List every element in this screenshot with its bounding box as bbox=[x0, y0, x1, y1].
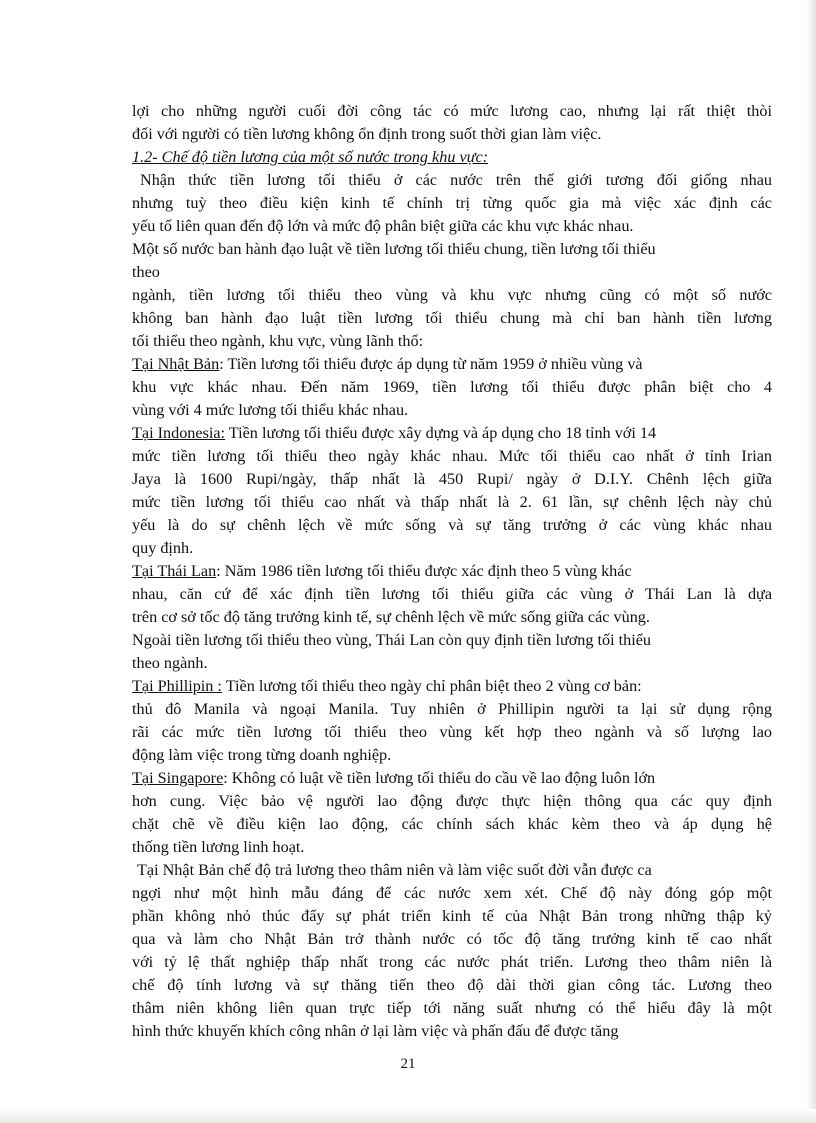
text-line: quy định. bbox=[132, 539, 194, 557]
text-line: thủ đô Manila và ngoại Manila. Tuy nhiên ở Phillipin người ta lại sử dụng rộng bbox=[132, 700, 772, 718]
text-line: Tại Nhật Bản chế độ trả lương theo thâm niên và làm việc suốt đời vẫn được ca bbox=[137, 861, 652, 879]
country-philippines-line bbox=[132, 675, 772, 698]
text-line: vùng với 4 mức lương tối thiểu khác nhau. bbox=[132, 401, 409, 419]
country-thailand-line bbox=[132, 560, 772, 583]
text-line: mức tiền lương tối thiểu cao nhất và thấp nhất là 2. 61 lần, sự chênh lệch này chủ bbox=[132, 493, 772, 511]
country-singapore-line bbox=[132, 767, 772, 790]
text-line: Nhận thức tiền lương tối thiểu ở các nước trên thế giới tương đối giống nhau bbox=[140, 171, 772, 189]
country-label: Tại Indonesia: bbox=[132, 424, 226, 442]
text-line: qua và làm cho Nhật Bản trở thành nước có tốc độ tăng trưởng kinh tế cao nhất bbox=[132, 930, 772, 948]
text-line: thâm niên không liên quan trực tiếp tới năng suất nhưng có thể hiểu đây là một bbox=[132, 999, 772, 1017]
text-line: lợi cho những người cuối đời công tác có mức lương cao, nhưng lại rất thiệt thòi bbox=[132, 102, 772, 120]
page-body bbox=[132, 100, 772, 1043]
text-line: nhau, căn cứ để xác định tiền lương tối thiểu giữa các vùng ở Thái Lan là dựa bbox=[132, 585, 772, 603]
text-line: trên cơ sở tốc độ tăng trưởng kinh tế, sự chênh lệch về mức sống giữa các vùng. bbox=[132, 608, 650, 626]
country-indonesia-line bbox=[132, 422, 772, 445]
text-line: thống tiền lương linh hoạt. bbox=[132, 838, 305, 856]
text-line: theo ngành. bbox=[132, 654, 208, 672]
page-edge-shadow bbox=[806, 0, 816, 1123]
text-line: Jaya là 1600 Rupi/ngày, thấp nhất là 450 Rupi/ ngày ở D.I.Y. Chênh lệch giữa bbox=[132, 470, 772, 488]
text-line: yếu tố liên quan đến độ lớn và mức độ phân biệt giữa các khu vực khác nhau. bbox=[132, 217, 634, 235]
text-run: : Tiền lương tối thiểu được áp dụng từ năm 1959 ở nhiều vùng và bbox=[219, 355, 643, 373]
text-line: phần không nhỏ thúc đẩy sự phát triển kinh tế của Nhật Bản trong những thập kỷ bbox=[132, 907, 772, 925]
country-label: Tại Nhật Bản bbox=[132, 355, 220, 373]
page-number: 21 bbox=[400, 1056, 416, 1072]
section-heading: 1.2- Chế độ tiền lương của một số nước trong khu vực: bbox=[132, 148, 489, 166]
text-line: yếu là do sự chênh lệch về mức sống và sự tăng trưởng ở các vùng khác nhau bbox=[132, 516, 772, 534]
text-line: không ban hành đạo luật tiền lương tối thiểu chung mà chỉ ban hành tiền lương bbox=[132, 309, 772, 327]
text-line: khu vực khác nhau. Đến năm 1969, tiền lương tối thiểu được phân biệt cho 4 bbox=[132, 378, 772, 396]
country-label: Tại Singapore bbox=[132, 769, 224, 787]
text-line: Ngoài tiền lương tối thiểu theo vùng, Thái Lan còn quy định tiền lương tối thiểu bbox=[132, 631, 652, 649]
page-bottom-shadow bbox=[0, 1109, 816, 1123]
text-line: mức tiền lương tối thiểu theo ngày khác nhau. Mức tối thiểu cao nhất ở tỉnh Irian bbox=[132, 447, 772, 465]
text-line: với tỷ lệ thất nghiệp thấp nhất trong các nước phát triển. Lương theo thâm niên là bbox=[132, 953, 772, 971]
text-line: ngợi như một hình mẫu đáng để các nước xem xét. Chế độ này đóng góp một bbox=[132, 884, 772, 902]
text-line: nhưng tuỳ theo điều kiện kinh tế chính trị từng quốc gia mà việc xác định các bbox=[132, 194, 772, 212]
text-line: đối với người có tiền lương không ổn định trong suốt thời gian làm việc. bbox=[132, 125, 602, 143]
text-line: Một số nước ban hành đạo luật về tiền lương tối thiểu chung, tiền lương tối thiểu bbox=[132, 240, 656, 258]
country-japan-line bbox=[132, 353, 772, 376]
text-run: Tiền lương tối thiểu theo ngày chỉ phân biệt theo 2 vùng cơ bản: bbox=[221, 677, 642, 695]
country-label: Tại Phillipin : bbox=[132, 677, 222, 695]
text-line: chế độ tính lương và sự thăng tiến theo độ dài thời gian công tác. Lương theo bbox=[132, 976, 772, 994]
text-run: : Không có luật về tiền lương tối thiểu do cầu về lao động luôn lớn bbox=[223, 769, 656, 787]
text-run: : Năm 1986 tiền lương tối thiểu được xác định theo 5 vùng khác bbox=[216, 562, 632, 580]
text-line: ngành, tiền lương tối thiểu theo vùng và khu vực nhưng cũng có một số nước bbox=[132, 286, 772, 304]
text-line: theo bbox=[132, 263, 160, 281]
text-line: rãi các mức tiền lương tối thiểu theo vùng kết hợp theo ngành và số lượng lao bbox=[132, 723, 772, 741]
text-line: hơn cung. Việc bảo vệ người lao động được thực hiện thông qua các quy định bbox=[132, 792, 772, 810]
text-run: Tiền lương tối thiểu được xây dựng và áp dụng cho 18 tỉnh với 14 bbox=[225, 424, 657, 442]
text-line: tối thiểu theo ngành, khu vực, vùng lãnh thổ: bbox=[132, 332, 424, 350]
country-label: Tại Thái Lan bbox=[132, 562, 217, 580]
text-line: hình thức khuyến khích công nhân ở lại làm việc và phấn đấu để được tăng bbox=[132, 1022, 619, 1040]
text-line: chặt chẽ về điều kiện lao động, các chính sách khác kèm theo và áp dụng hệ bbox=[132, 815, 772, 833]
text-line: động làm việc trong từng doanh nghiệp. bbox=[132, 746, 392, 764]
